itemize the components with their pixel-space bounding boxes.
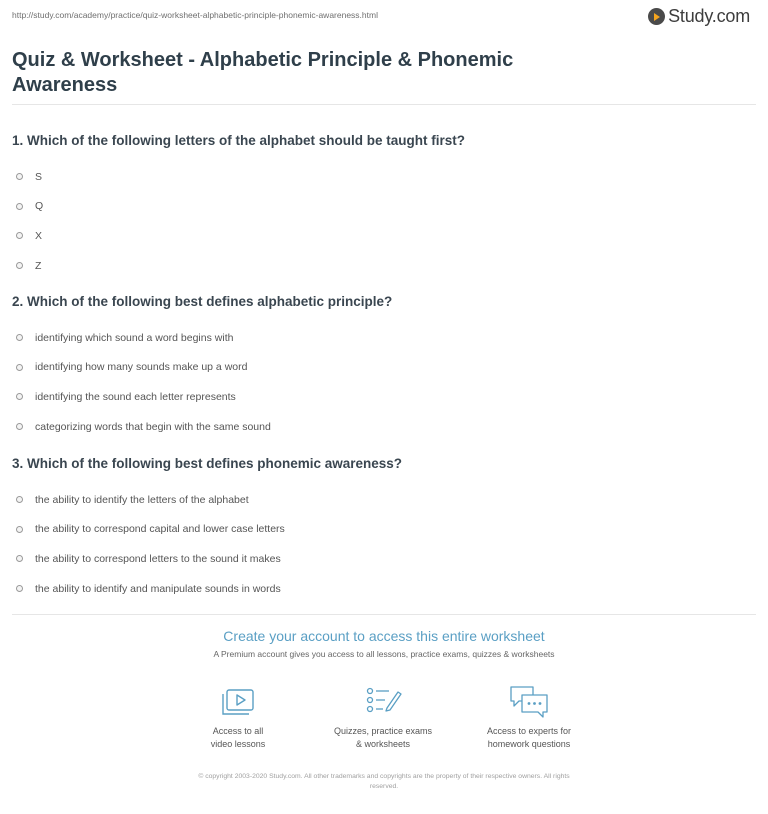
answer-label: identifying how many sounds make up a word [35,361,248,374]
radio-icon[interactable] [16,555,23,562]
radio-icon[interactable] [16,364,23,371]
radio-icon[interactable] [16,526,23,533]
answer-option[interactable] [12,574,752,604]
radio-icon[interactable] [16,423,23,430]
radio-icon[interactable] [16,262,23,269]
answer-option[interactable] [12,221,752,251]
title-divider [12,104,756,105]
chat-bubbles-icon [507,684,551,718]
question-2 [12,294,752,441]
radio-icon[interactable] [16,585,23,592]
answer-label: the ability to correspond letters to the sound it makes [35,552,281,565]
answer-option[interactable] [12,412,752,442]
answer-label: identifying which sound a word begins with [35,331,234,344]
play-logo-icon [648,8,665,25]
answer-option[interactable] [12,485,752,515]
answer-option[interactable] [12,251,752,281]
page-title [12,48,612,98]
answer-label: identifying the sound each letter represents [35,390,236,403]
feature-line1: Access to experts for [486,726,572,736]
cta-title[interactable]: Create your account to access this entire worksheet [223,628,545,644]
header-bar [0,0,768,40]
radio-icon[interactable] [16,496,23,503]
question-text: 3. Which of the following best defines phonemic awareness? [12,456,403,471]
answer-option[interactable] [12,544,752,574]
feature-line1: Access to all [212,726,264,736]
radio-icon[interactable] [16,393,23,400]
copyright-line2: reserved. [369,783,399,790]
radio-icon[interactable] [16,232,23,239]
answer-label: the ability to identify and manipulate sounds in words [35,582,281,595]
answer-option[interactable] [12,162,752,192]
question-text: 2. Which of the following best defines alphabetic principle? [12,294,393,309]
answer-label: Z [35,259,42,272]
feature-experts [459,684,599,751]
answer-option[interactable] [12,323,752,353]
answer-label: S [35,170,43,183]
answer-label: the ability to correspond capital and lower case letters [35,523,285,536]
feature-line2: homework questions [487,739,571,749]
feature-line1: Quizzes, practice exams [333,726,433,736]
answer-label: X [35,229,43,242]
feature-list [0,684,768,754]
question-text: 1. Which of the following letters of the alphabet should be taught first? [12,133,465,148]
question-3 [12,456,752,603]
answer-label: the ability to identify the letters of the alphabet [35,493,249,506]
logo-text: Study.com [668,6,750,26]
answer-label: Q [35,200,44,213]
feature-quizzes [313,684,453,751]
quiz-list-icon [363,684,403,718]
answer-option[interactable] [12,353,752,383]
radio-icon[interactable] [16,334,23,341]
copyright-line1: © copyright 2003-2020 Study.com. All other trademarks and copyrights are the property of their respective owners. All rights [198,773,570,780]
feature-video [168,684,308,751]
radio-icon[interactable] [16,203,23,210]
study-logo[interactable] [648,6,750,27]
question-1 [12,133,752,280]
feature-line2: video lessons [210,739,266,749]
page-title-line2: Awareness [12,74,118,96]
answer-option[interactable] [12,192,752,222]
radio-icon[interactable] [16,173,23,180]
video-icon [218,684,258,718]
answer-option[interactable] [12,515,752,545]
signup-cta [0,628,768,659]
answer-label: categorizing words that begin with the same sound [35,420,271,433]
feature-line2: & worksheets [355,739,411,749]
answer-option[interactable] [12,382,752,412]
cta-subtitle: A Premium account gives you access to all lessons, practice exams, quizzes & worksheets [213,649,555,659]
page-url[interactable]: http://study.com/academy/practice/quiz-worksheet-alphabetic-principle-phonemic-awareness.html [12,10,378,20]
copyright [140,772,628,792]
page-title-line1: Quiz & Worksheet - Alphabetic Principle & Phonemic [12,49,514,71]
cta-divider [12,614,756,615]
